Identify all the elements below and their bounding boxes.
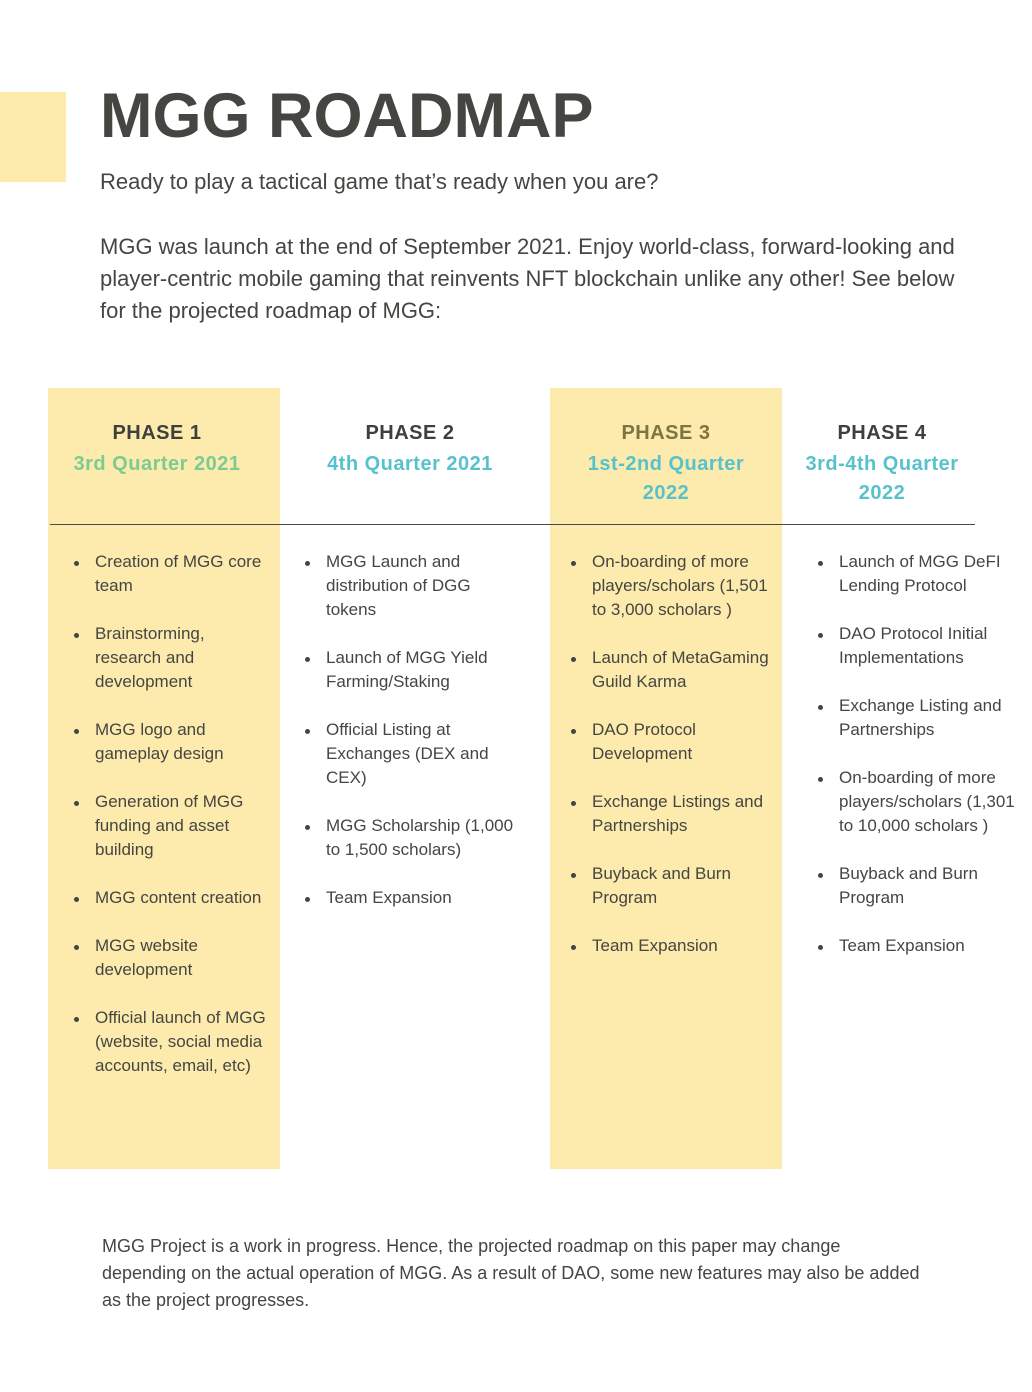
list-item: Official Listing at Exchanges (DEX and CEX): [305, 718, 515, 790]
list-item: MGG content creation: [74, 886, 270, 910]
list-item: Team Expansion: [305, 886, 515, 910]
phase-quarter: 3rd-4th Quarter 2022: [805, 453, 959, 504]
list-item: Team Expansion: [571, 934, 771, 958]
header-divider: [50, 524, 975, 525]
list-item: Creation of MGG core team: [74, 550, 270, 598]
list-item: Launch of MGG DeFI Lending Protocol: [818, 550, 1018, 598]
list-item: Official launch of MGG (website, social media accounts, email, etc): [74, 1006, 270, 1078]
list-item: MGG logo and gameplay design: [74, 718, 270, 766]
intro-paragraph: MGG was launch at the end of September 2021. Enjoy world-class, forward-looking and player-centric mobile gaming that reinvents NFT blockchain unlike any other! See below for the projected roadmap of MGG:: [100, 234, 955, 323]
phase-3-header: [550, 420, 782, 508]
phase-4-items: [818, 550, 1018, 982]
phase-label: PHASE 2: [365, 422, 455, 444]
phase-quarter: 1st-2nd Quarter 2022: [587, 453, 745, 504]
list-item: MGG website development: [74, 934, 270, 982]
list-item: Exchange Listing and Partnerships: [818, 694, 1018, 742]
phase-1-header: [48, 420, 266, 479]
phase-2-header: [300, 420, 520, 479]
footer-note: MGG Project is a work in progress. Hence, the projected roadmap on this paper may change depending on the actual operation of MGG. As a result of DAO, some new features may also be added as the project progresses.: [102, 1236, 920, 1310]
phase-2-items: [305, 550, 515, 934]
phase-quarter: 3rd Quarter 2021: [73, 453, 241, 475]
list-item: DAO Protocol Initial Implementations: [818, 622, 1018, 670]
phase-label: PHASE 1: [112, 422, 202, 444]
list-item: Buyback and Burn Program: [571, 862, 771, 910]
list-item: Launch of MGG Yield Farming/Staking: [305, 646, 515, 694]
list-item: On-boarding of more players/scholars (1,501 to 3,000 scholars ): [571, 550, 771, 622]
page-title: MGG ROADMAP: [100, 81, 594, 151]
phase-quarter: 4th Quarter 2021: [327, 453, 493, 475]
list-item: Generation of MGG funding and asset building: [74, 790, 270, 862]
list-item: MGG Launch and distribution of DGG tokens: [305, 550, 515, 622]
phase-1-items: [74, 550, 270, 1102]
list-item: Exchange Listings and Partnerships: [571, 790, 771, 838]
accent-block: [0, 92, 66, 182]
phase-label: PHASE 4: [837, 422, 927, 444]
phase-4-header: [782, 420, 982, 508]
list-item: Buyback and Burn Program: [818, 862, 1018, 910]
subtitle: Ready to play a tactical game that’s ready when you are?: [100, 169, 659, 194]
phase-label: PHASE 3: [621, 422, 711, 444]
list-item: Team Expansion: [818, 934, 1018, 958]
list-item: MGG Scholarship (1,000 to 1,500 scholars): [305, 814, 515, 862]
phase-3-items: [571, 550, 771, 982]
list-item: Brainstorming, research and development: [74, 622, 270, 694]
list-item: DAO Protocol Development: [571, 718, 771, 766]
list-item: Launch of MetaGaming Guild Karma: [571, 646, 771, 694]
list-item: On-boarding of more players/scholars (1,301 to 10,000 scholars ): [818, 766, 1018, 838]
